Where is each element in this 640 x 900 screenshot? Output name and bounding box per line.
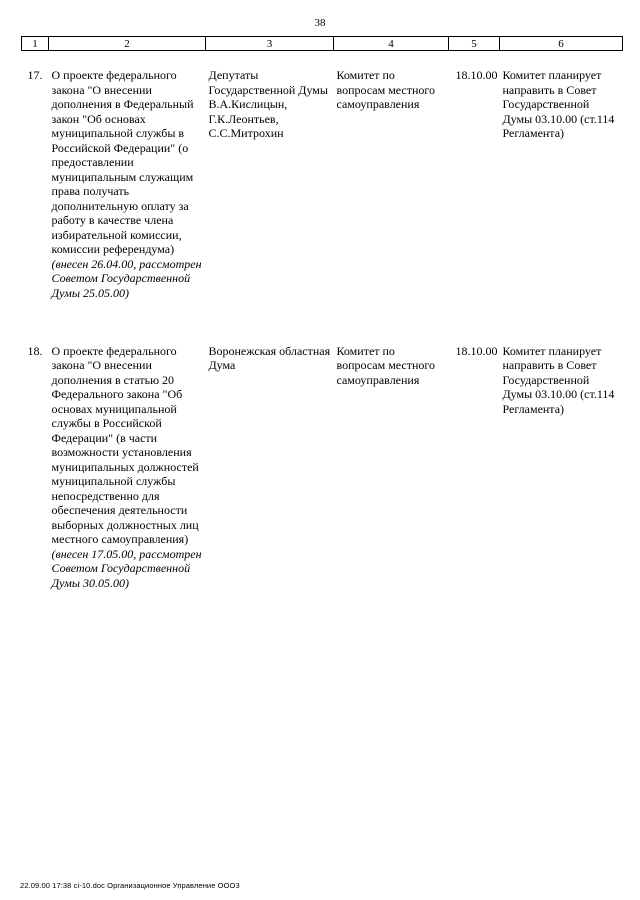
bill-note: (внесен 26.04.00, рассмотрен Советом Государственной Думы 25.05.00) (51, 256, 202, 300)
initiator: Воронежская областная Дума (208, 343, 331, 372)
table-row (22, 344, 623, 591)
status: Комитет планирует направить в Совет Государственной Думы 03.10.00 (ст.114 Регламента) (502, 343, 615, 416)
column-header: 2 (49, 37, 206, 51)
column-header: 4 (334, 37, 449, 51)
row-number: 18. (27, 343, 43, 358)
committee: Комитет по вопросам местного самоуправления (336, 68, 436, 111)
page-number: 38 (314, 17, 326, 29)
committee: Комитет по вопросам местного самоуправления (336, 343, 436, 387)
date: 18.10.00 (455, 343, 498, 358)
status: Комитет планирует направить в Совет Государственной Думы 03.10.00 (ст.114 Регламента) (502, 68, 615, 140)
column-header: 1 (22, 37, 49, 51)
document-footer: 22.09.00 17:38 ci-10.doc Организационное Управление ООО3 (20, 881, 240, 890)
bill-title-cell (49, 51, 206, 344)
column-header: 3 (206, 37, 334, 51)
table-header-row (22, 37, 623, 51)
bills-table (21, 36, 623, 590)
bill-title: О проекте федерального закона "О внесении дополнения в статью 20 Федерального закона "Об основах муниципальной службы в Российской Федерации" (в части возможности установления муниципальных должностей муниципальной службы непосредственно для обеспечения деятельности выборных должностных лиц местного самоуправления) (51, 343, 199, 546)
bill-title-cell (49, 344, 206, 591)
column-header: 6 (500, 37, 623, 51)
bill-note: (внесен 17.05.00, рассмотрен Советом Государственной Думы 30.05.00) (51, 546, 202, 590)
bill-title: О проекте федерального закона "О внесении дополнения в Федеральный закон "Об основах муниципальной службы в Российской Федерации" (о предоставлении муниципальным служащим права получать дополнительную оплату за работу в качестве члена избирательной комиссии, комиссии референдума) (51, 68, 194, 256)
column-header: 5 (449, 37, 500, 51)
table-row (22, 51, 623, 344)
row-number: 17. (27, 68, 43, 82)
date: 18.10.00 (455, 68, 498, 82)
initiator: Депутаты Государственной Думы В.А.Кислицын, Г.К.Леонтьев, С.С.Митрохин (208, 68, 328, 140)
